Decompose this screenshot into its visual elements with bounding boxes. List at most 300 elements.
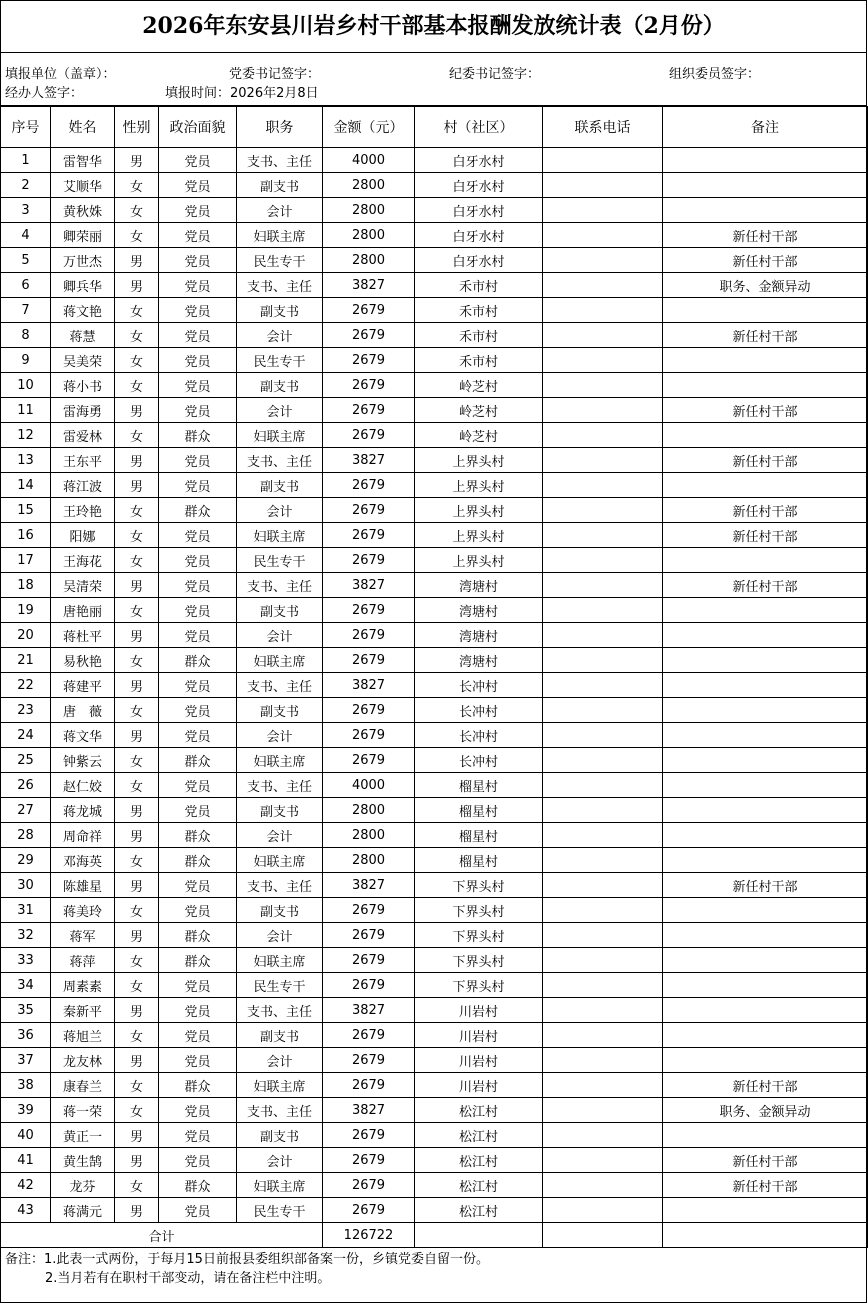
table-row xyxy=(1,1023,868,1048)
amount-cell: 2800 xyxy=(323,823,415,848)
amount-cell: 3827 xyxy=(323,998,415,1023)
amount-cell: 2679 xyxy=(323,498,415,523)
amount-cell: 4000 xyxy=(323,773,415,798)
gender-cell: 女 xyxy=(115,373,159,398)
table-row xyxy=(1,198,868,223)
village-cell: 榴星村 xyxy=(415,823,543,848)
phone-cell xyxy=(543,198,663,223)
gender-cell: 男 xyxy=(115,1198,159,1223)
village-cell: 松江村 xyxy=(415,1173,543,1198)
remark-cell xyxy=(663,423,868,448)
remark-cell: 职务、金额异动 xyxy=(663,1098,868,1123)
amount-cell: 2679 xyxy=(323,398,415,423)
position-cell: 支书、主任 xyxy=(237,448,323,473)
political-status-cell: 党员 xyxy=(159,248,237,273)
table-row xyxy=(1,1123,868,1148)
row-number-cell: 3 xyxy=(1,198,51,223)
total-label: 合计 xyxy=(1,1223,323,1248)
village-cell: 白牙水村 xyxy=(415,148,543,173)
row-number-cell: 31 xyxy=(1,898,51,923)
gender-cell: 女 xyxy=(115,498,159,523)
note-line-1: 备注：1.此表一式两份，于每月15日前报县委组织部备案一份，乡镇党委自留一份。 xyxy=(5,1252,489,1267)
village-cell: 松江村 xyxy=(415,1123,543,1148)
amount-cell: 2679 xyxy=(323,973,415,998)
column-header: 职务 xyxy=(237,107,323,148)
phone-cell xyxy=(543,648,663,673)
village-cell: 湾塘村 xyxy=(415,623,543,648)
remark-cell xyxy=(663,173,868,198)
gender-cell: 女 xyxy=(115,898,159,923)
political-status-cell: 党员 xyxy=(159,573,237,598)
table-row xyxy=(1,373,868,398)
gender-cell: 女 xyxy=(115,598,159,623)
village-cell: 上界头村 xyxy=(415,448,543,473)
amount-cell: 3827 xyxy=(323,873,415,898)
position-cell: 民生专干 xyxy=(237,1198,323,1223)
amount-cell: 2800 xyxy=(323,798,415,823)
political-status-cell: 党员 xyxy=(159,1098,237,1123)
position-cell: 会计 xyxy=(237,723,323,748)
position-cell: 副支书 xyxy=(237,1023,323,1048)
position-cell: 副支书 xyxy=(237,173,323,198)
table-cell xyxy=(543,1223,663,1248)
name-cell: 蒋慧 xyxy=(51,323,115,348)
column-header: 备注 xyxy=(663,107,868,148)
political-status-cell: 党员 xyxy=(159,723,237,748)
remark-cell: 新任村干部 xyxy=(663,1173,868,1198)
name-cell: 龙友林 xyxy=(51,1048,115,1073)
political-status-cell: 党员 xyxy=(159,698,237,723)
position-cell: 副支书 xyxy=(237,298,323,323)
position-cell: 支书、主任 xyxy=(237,148,323,173)
gender-cell: 女 xyxy=(115,423,159,448)
name-cell: 黄正一 xyxy=(51,1123,115,1148)
phone-cell xyxy=(543,823,663,848)
gender-cell: 男 xyxy=(115,723,159,748)
name-cell: 蒋军 xyxy=(51,923,115,948)
remark-cell: 新任村干部 xyxy=(663,223,868,248)
row-number-cell: 22 xyxy=(1,673,51,698)
table-row xyxy=(1,748,868,773)
remark-cell xyxy=(663,1123,868,1148)
remark-cell: 新任村干部 xyxy=(663,398,868,423)
row-number-cell: 37 xyxy=(1,1048,51,1073)
amount-cell: 2679 xyxy=(323,1048,415,1073)
table-row xyxy=(1,348,868,373)
table-row xyxy=(1,723,868,748)
table-row xyxy=(1,423,868,448)
gender-cell: 女 xyxy=(115,1098,159,1123)
phone-cell xyxy=(543,323,663,348)
table-row xyxy=(1,798,868,823)
name-cell: 周命祥 xyxy=(51,823,115,848)
remark-cell: 新任村干部 xyxy=(663,498,868,523)
column-header: 金额（元） xyxy=(323,107,415,148)
table-row xyxy=(1,173,868,198)
row-number-cell: 42 xyxy=(1,1173,51,1198)
form-info xyxy=(1,53,866,106)
gender-cell: 男 xyxy=(115,248,159,273)
gender-cell: 男 xyxy=(115,573,159,598)
remark-cell xyxy=(663,548,868,573)
village-cell: 上界头村 xyxy=(415,548,543,573)
remark-cell xyxy=(663,623,868,648)
political-status-cell: 党员 xyxy=(159,898,237,923)
amount-cell: 2679 xyxy=(323,523,415,548)
remark-cell xyxy=(663,923,868,948)
name-cell: 雷智华 xyxy=(51,148,115,173)
village-cell: 禾市村 xyxy=(415,298,543,323)
gender-cell: 女 xyxy=(115,698,159,723)
row-number-cell: 33 xyxy=(1,948,51,973)
table-row xyxy=(1,273,868,298)
table-row xyxy=(1,223,868,248)
table-row xyxy=(1,1098,868,1123)
political-status-cell: 党员 xyxy=(159,1198,237,1223)
amount-cell: 2679 xyxy=(323,723,415,748)
remark-cell xyxy=(663,773,868,798)
name-cell: 周素素 xyxy=(51,973,115,998)
remark-cell: 新任村干部 xyxy=(663,1073,868,1098)
position-cell: 民生专干 xyxy=(237,348,323,373)
phone-cell xyxy=(543,348,663,373)
name-cell: 唐 薇 xyxy=(51,698,115,723)
political-status-cell: 党员 xyxy=(159,348,237,373)
phone-cell xyxy=(543,1048,663,1073)
village-cell: 上界头村 xyxy=(415,498,543,523)
position-cell: 支书、主任 xyxy=(237,998,323,1023)
name-cell: 蒋满元 xyxy=(51,1198,115,1223)
political-status-cell: 党员 xyxy=(159,1148,237,1173)
column-header: 姓名 xyxy=(51,107,115,148)
phone-cell xyxy=(543,773,663,798)
table-row xyxy=(1,298,868,323)
name-cell: 卿荣丽 xyxy=(51,223,115,248)
amount-cell: 3827 xyxy=(323,673,415,698)
phone-cell xyxy=(543,973,663,998)
position-cell: 副支书 xyxy=(237,598,323,623)
gender-cell: 女 xyxy=(115,298,159,323)
row-number-cell: 24 xyxy=(1,723,51,748)
row-number-cell: 2 xyxy=(1,173,51,198)
name-cell: 王玲艳 xyxy=(51,498,115,523)
name-cell: 王海花 xyxy=(51,548,115,573)
political-status-cell: 群众 xyxy=(159,423,237,448)
table-row xyxy=(1,848,868,873)
phone-cell xyxy=(543,1098,663,1123)
political-status-cell: 党员 xyxy=(159,223,237,248)
position-cell: 妇联主席 xyxy=(237,648,323,673)
political-status-cell: 党员 xyxy=(159,198,237,223)
column-header: 村（社区） xyxy=(415,107,543,148)
row-number-cell: 9 xyxy=(1,348,51,373)
table-row xyxy=(1,948,868,973)
remark-cell: 新任村干部 xyxy=(663,1148,868,1173)
political-status-cell: 党员 xyxy=(159,1023,237,1048)
table-row xyxy=(1,1173,868,1198)
row-number-cell: 20 xyxy=(1,623,51,648)
village-cell: 下界头村 xyxy=(415,923,543,948)
gender-cell: 男 xyxy=(115,273,159,298)
remark-cell xyxy=(663,673,868,698)
gender-cell: 女 xyxy=(115,1023,159,1048)
amount-cell: 2679 xyxy=(323,548,415,573)
political-status-cell: 党员 xyxy=(159,398,237,423)
remark-cell xyxy=(663,348,868,373)
village-cell: 长冲村 xyxy=(415,723,543,748)
row-number-cell: 39 xyxy=(1,1098,51,1123)
name-cell: 邓海英 xyxy=(51,848,115,873)
political-status-cell: 群众 xyxy=(159,748,237,773)
political-status-cell: 党员 xyxy=(159,598,237,623)
gender-cell: 男 xyxy=(115,1048,159,1073)
name-cell: 蒋一荣 xyxy=(51,1098,115,1123)
table-cell xyxy=(415,1223,543,1248)
political-status-cell: 党员 xyxy=(159,148,237,173)
table-row xyxy=(1,1198,868,1223)
gender-cell: 男 xyxy=(115,473,159,498)
amount-cell: 2679 xyxy=(323,1173,415,1198)
remark-cell xyxy=(663,1048,868,1073)
gender-cell: 男 xyxy=(115,923,159,948)
discipline-secretary-label: 纪委书记签字： xyxy=(449,67,541,82)
row-number-cell: 1 xyxy=(1,148,51,173)
phone-cell xyxy=(543,248,663,273)
position-cell: 副支书 xyxy=(237,798,323,823)
table-row xyxy=(1,398,868,423)
position-cell: 妇联主席 xyxy=(237,848,323,873)
position-cell: 民生专干 xyxy=(237,548,323,573)
amount-cell: 2679 xyxy=(323,1023,415,1048)
remark-cell: 新任村干部 xyxy=(663,323,868,348)
village-cell: 长冲村 xyxy=(415,748,543,773)
phone-cell xyxy=(543,373,663,398)
payroll-table xyxy=(0,106,868,1248)
amount-cell: 2679 xyxy=(323,323,415,348)
remark-cell xyxy=(663,948,868,973)
gender-cell: 男 xyxy=(115,148,159,173)
phone-cell xyxy=(543,1023,663,1048)
row-number-cell: 17 xyxy=(1,548,51,573)
phone-cell xyxy=(543,923,663,948)
position-cell: 会计 xyxy=(237,823,323,848)
position-cell: 副支书 xyxy=(237,373,323,398)
remark-cell xyxy=(663,823,868,848)
column-header: 性别 xyxy=(115,107,159,148)
remark-cell xyxy=(663,1023,868,1048)
name-cell: 易秋艳 xyxy=(51,648,115,673)
phone-cell xyxy=(543,673,663,698)
phone-cell xyxy=(543,1173,663,1198)
row-number-cell: 18 xyxy=(1,573,51,598)
political-status-cell: 党员 xyxy=(159,523,237,548)
gender-cell: 女 xyxy=(115,523,159,548)
village-cell: 禾市村 xyxy=(415,323,543,348)
phone-cell xyxy=(543,548,663,573)
position-cell: 支书、主任 xyxy=(237,1098,323,1123)
position-cell: 支书、主任 xyxy=(237,573,323,598)
amount-cell: 2679 xyxy=(323,1123,415,1148)
row-number-cell: 7 xyxy=(1,298,51,323)
table-row xyxy=(1,823,868,848)
remark-cell xyxy=(663,698,868,723)
name-cell: 雷海勇 xyxy=(51,398,115,423)
amount-cell: 2679 xyxy=(323,748,415,773)
position-cell: 副支书 xyxy=(237,698,323,723)
row-number-cell: 15 xyxy=(1,498,51,523)
phone-cell xyxy=(543,223,663,248)
village-cell: 下界头村 xyxy=(415,973,543,998)
name-cell: 艾顺华 xyxy=(51,173,115,198)
gender-cell: 男 xyxy=(115,1123,159,1148)
table-row xyxy=(1,323,868,348)
political-status-cell: 群众 xyxy=(159,648,237,673)
row-number-cell: 4 xyxy=(1,223,51,248)
amount-cell: 2679 xyxy=(323,423,415,448)
row-number-cell: 21 xyxy=(1,648,51,673)
page-title: 2026年东安县川岩乡村干部基本报酬发放统计表（2月份） xyxy=(1,1,866,53)
row-number-cell: 13 xyxy=(1,448,51,473)
gender-cell: 男 xyxy=(115,823,159,848)
name-cell: 黄秋姝 xyxy=(51,198,115,223)
political-status-cell: 党员 xyxy=(159,173,237,198)
name-cell: 雷爱林 xyxy=(51,423,115,448)
table-row xyxy=(1,448,868,473)
amount-cell: 4000 xyxy=(323,148,415,173)
amount-cell: 2679 xyxy=(323,898,415,923)
remark-cell: 职务、金额异动 xyxy=(663,273,868,298)
note-line-2: 2.当月若有在职村干部变动，请在备注栏中注明。 xyxy=(45,1271,331,1286)
gender-cell: 男 xyxy=(115,998,159,1023)
political-status-cell: 党员 xyxy=(159,473,237,498)
phone-cell xyxy=(543,173,663,198)
table-row xyxy=(1,248,868,273)
name-cell: 蒋江波 xyxy=(51,473,115,498)
footnotes xyxy=(1,1250,489,1288)
total-row xyxy=(1,1223,868,1248)
village-cell: 松江村 xyxy=(415,1148,543,1173)
row-number-cell: 34 xyxy=(1,973,51,998)
position-cell: 民生专干 xyxy=(237,248,323,273)
name-cell: 蒋文华 xyxy=(51,723,115,748)
amount-cell: 2679 xyxy=(323,348,415,373)
village-cell: 禾市村 xyxy=(415,273,543,298)
amount-cell: 2800 xyxy=(323,248,415,273)
amount-cell: 2679 xyxy=(323,298,415,323)
column-header: 序号 xyxy=(1,107,51,148)
gender-cell: 女 xyxy=(115,748,159,773)
row-number-cell: 36 xyxy=(1,1023,51,1048)
row-number-cell: 43 xyxy=(1,1198,51,1223)
political-status-cell: 党员 xyxy=(159,373,237,398)
village-cell: 榴星村 xyxy=(415,848,543,873)
phone-cell xyxy=(543,748,663,773)
village-cell: 上界头村 xyxy=(415,523,543,548)
village-cell: 川岩村 xyxy=(415,1048,543,1073)
political-status-cell: 群众 xyxy=(159,848,237,873)
remark-cell xyxy=(663,148,868,173)
political-status-cell: 党员 xyxy=(159,973,237,998)
phone-cell xyxy=(543,798,663,823)
name-cell: 蒋龙城 xyxy=(51,798,115,823)
row-number-cell: 38 xyxy=(1,1073,51,1098)
village-cell: 松江村 xyxy=(415,1198,543,1223)
name-cell: 王东平 xyxy=(51,448,115,473)
village-cell: 长冲村 xyxy=(415,698,543,723)
row-number-cell: 5 xyxy=(1,248,51,273)
gender-cell: 女 xyxy=(115,773,159,798)
political-status-cell: 党员 xyxy=(159,873,237,898)
political-status-cell: 党员 xyxy=(159,298,237,323)
position-cell: 会计 xyxy=(237,923,323,948)
position-cell: 会计 xyxy=(237,1148,323,1173)
position-cell: 副支书 xyxy=(237,1123,323,1148)
phone-cell xyxy=(543,873,663,898)
phone-cell xyxy=(543,698,663,723)
position-cell: 支书、主任 xyxy=(237,273,323,298)
village-cell: 川岩村 xyxy=(415,1023,543,1048)
row-number-cell: 12 xyxy=(1,423,51,448)
phone-cell xyxy=(543,1073,663,1098)
row-number-cell: 8 xyxy=(1,323,51,348)
phone-cell xyxy=(543,1198,663,1223)
table-row xyxy=(1,923,868,948)
amount-cell: 3827 xyxy=(323,448,415,473)
phone-cell xyxy=(543,573,663,598)
gender-cell: 女 xyxy=(115,1073,159,1098)
position-cell: 支书、主任 xyxy=(237,673,323,698)
remark-cell xyxy=(663,748,868,773)
table-cell xyxy=(663,1223,868,1248)
village-cell: 湾塘村 xyxy=(415,648,543,673)
phone-cell xyxy=(543,498,663,523)
remark-cell xyxy=(663,898,868,923)
table-row xyxy=(1,498,868,523)
table-row xyxy=(1,148,868,173)
amount-cell: 3827 xyxy=(323,273,415,298)
village-cell: 下界头村 xyxy=(415,898,543,923)
row-number-cell: 35 xyxy=(1,998,51,1023)
gender-cell: 男 xyxy=(115,623,159,648)
row-number-cell: 30 xyxy=(1,873,51,898)
name-cell: 黄生鹄 xyxy=(51,1148,115,1173)
row-number-cell: 23 xyxy=(1,698,51,723)
table-row xyxy=(1,648,868,673)
gender-cell: 女 xyxy=(115,648,159,673)
amount-cell: 2800 xyxy=(323,223,415,248)
political-status-cell: 群众 xyxy=(159,948,237,973)
gender-cell: 男 xyxy=(115,798,159,823)
row-number-cell: 28 xyxy=(1,823,51,848)
phone-cell xyxy=(543,723,663,748)
village-cell: 榴星村 xyxy=(415,798,543,823)
phone-cell xyxy=(543,273,663,298)
name-cell: 蒋文艳 xyxy=(51,298,115,323)
phone-cell xyxy=(543,398,663,423)
position-cell: 会计 xyxy=(237,1048,323,1073)
political-status-cell: 党员 xyxy=(159,548,237,573)
village-cell: 榴星村 xyxy=(415,773,543,798)
amount-cell: 3827 xyxy=(323,573,415,598)
name-cell: 钟紫云 xyxy=(51,748,115,773)
table-row xyxy=(1,1073,868,1098)
remark-cell xyxy=(663,373,868,398)
remark-cell: 新任村干部 xyxy=(663,873,868,898)
table-row xyxy=(1,573,868,598)
village-cell: 松江村 xyxy=(415,1098,543,1123)
remark-cell: 新任村干部 xyxy=(663,573,868,598)
table-row xyxy=(1,898,868,923)
